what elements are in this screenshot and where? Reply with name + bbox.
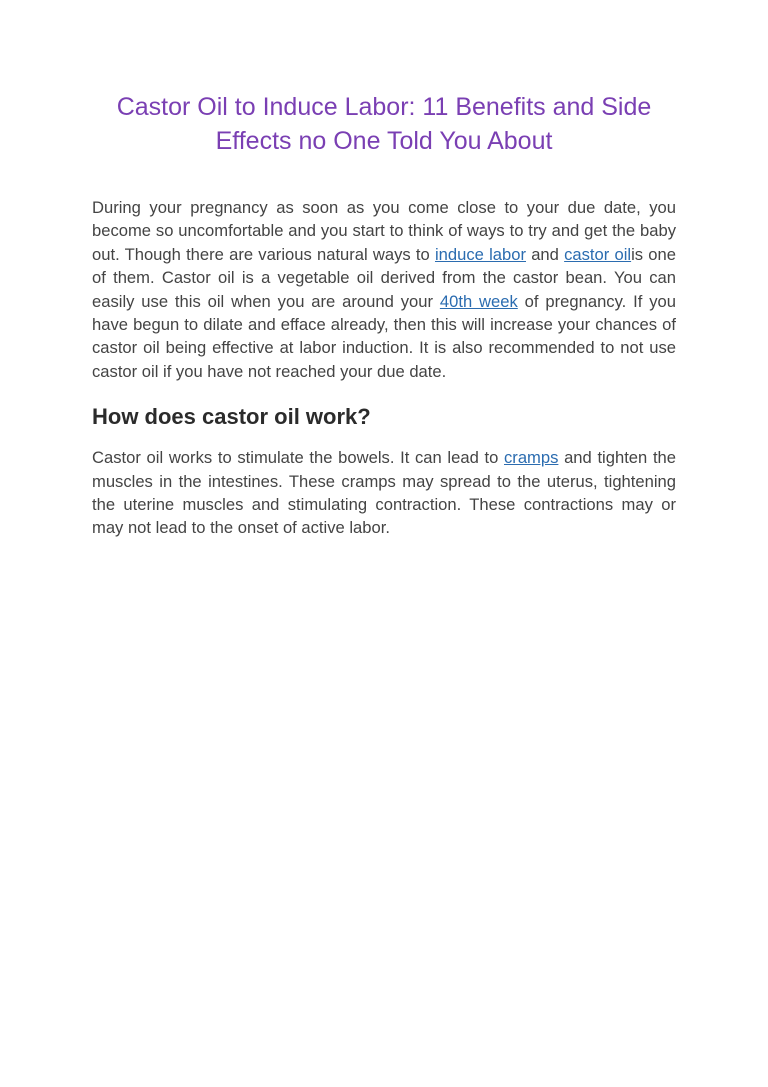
section-text-2: and tighten the muscles in the intestines. These cramps may spread to the uterus, tightening the uterine muscles and stimulating contraction. These contractions may or may not lead to the onset of active labor. <box>92 448 677 538</box>
intro-paragraph <box>92 196 676 383</box>
intro-text-1: During your pregnancy as soon as you come close to your due date, you become so uncomfortable and you start to think of ways to try and get the baby out. Though there are various natural ways to <box>92 198 676 264</box>
section-heading: How does castor oil work? <box>92 404 371 430</box>
document-page <box>92 90 676 540</box>
induce-labor-link[interactable]: induce labor <box>434 244 526 264</box>
section-paragraph <box>92 446 676 540</box>
intro-text-4: of pregnancy. If you have begun to dilate and efface already, then this will increase your chances of castor oil being effective at labor induction. It is also recommended to not use castor oil if you have not reached your due date. <box>92 291 676 381</box>
castor-oil-link[interactable]: castor oil <box>564 244 632 264</box>
cramps-link[interactable]: cramps <box>504 448 559 468</box>
section-text-1: Castor oil works to stimulate the bowels. It can lead to <box>92 448 504 468</box>
intro-text-2: and <box>526 244 565 264</box>
40th-week-link[interactable]: 40th week <box>439 291 518 311</box>
intro-text-3: is one of them. Castor oil is a vegetable oil derived from the castor bean. You can easily use this oil when you are around your <box>92 244 676 311</box>
page-title: Castor Oil to Induce Labor: 11 Benefits and Side Effects no One Told You About <box>116 93 652 155</box>
